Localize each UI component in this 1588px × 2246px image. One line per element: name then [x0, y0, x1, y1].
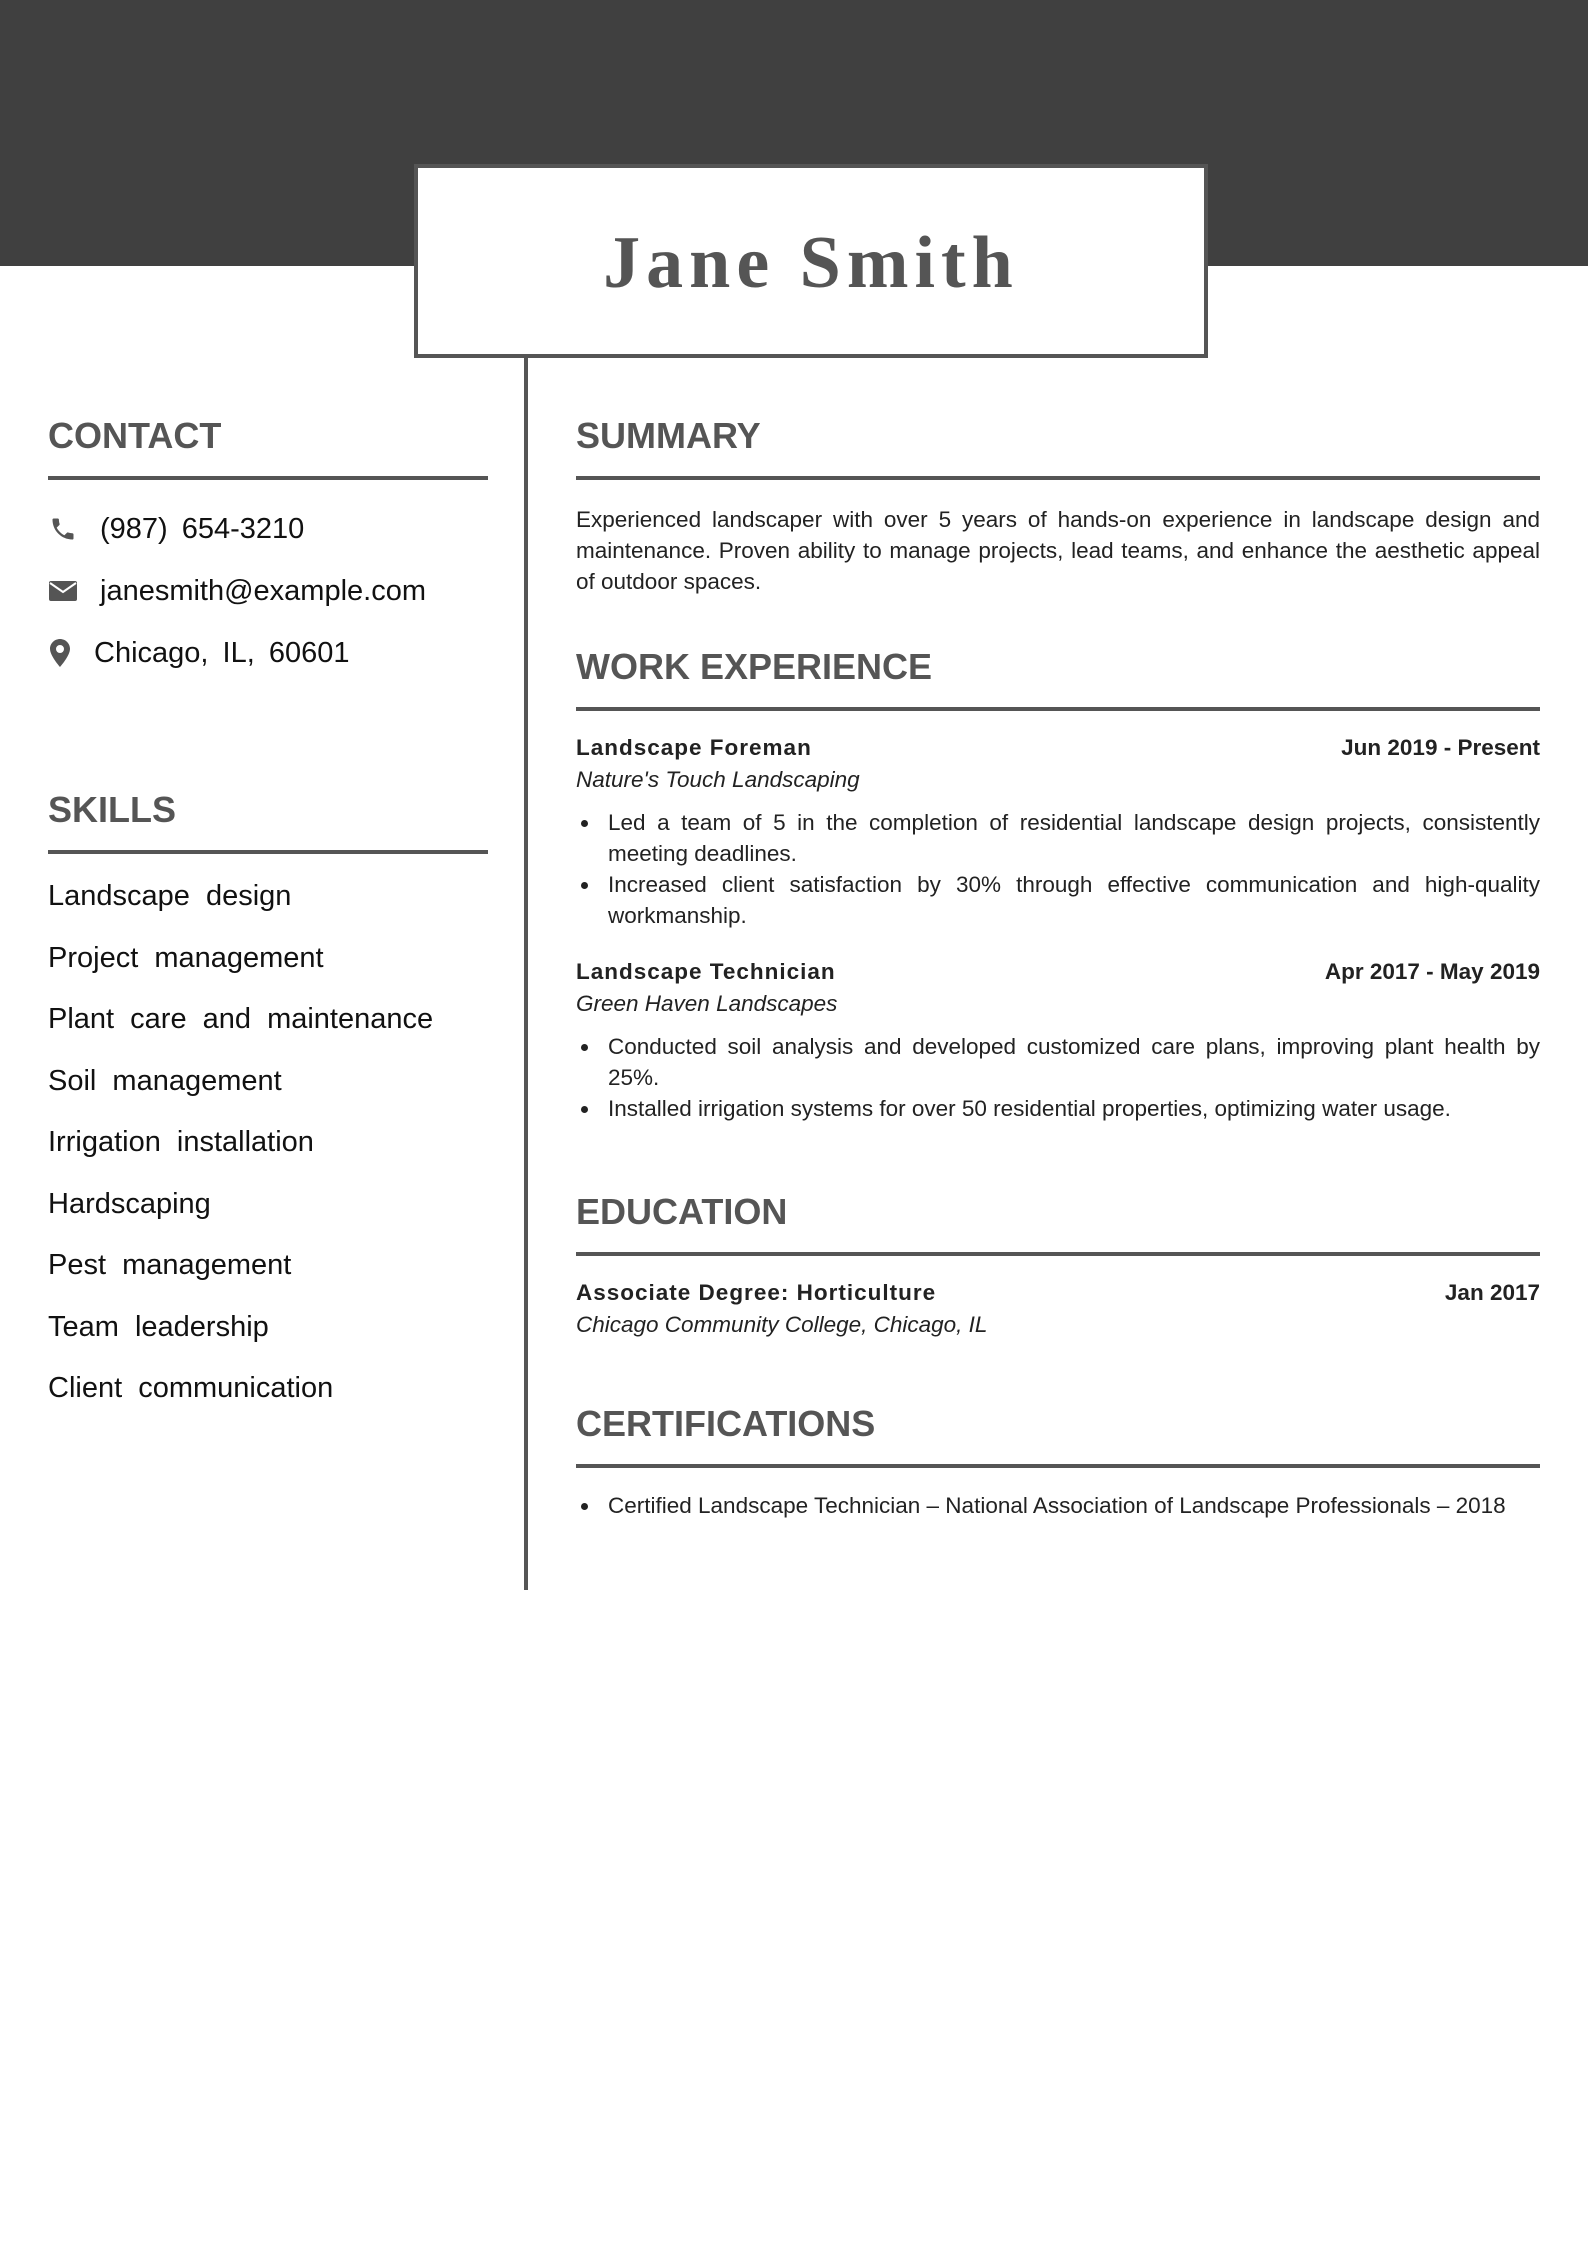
degree-date: Jan 2017: [1444, 1280, 1540, 1305]
job-header: [576, 959, 1540, 985]
email-text: janesmith@example.com: [100, 574, 427, 607]
skill-item: Client communication: [48, 1372, 334, 1404]
map-pin-icon: [48, 638, 72, 668]
education-header: [576, 1280, 1540, 1306]
skill-item: Landscape design: [48, 880, 292, 912]
name-box: [414, 164, 1208, 358]
skill-item: Pest management: [48, 1249, 292, 1281]
education-section: [576, 1186, 1540, 1338]
left-column: [48, 410, 488, 1426]
certifications-heading: CERTIFICATIONS: [576, 1403, 876, 1444]
skill-item: Hardscaping: [48, 1187, 211, 1220]
contact-location: [48, 622, 488, 684]
contact-list: [48, 498, 488, 684]
work-heading: WORK EXPERIENCE: [576, 646, 933, 687]
job-company: Green Haven Landscapes: [576, 991, 838, 1016]
work-section: [576, 641, 1540, 1124]
degree-title: Associate Degree: Horticulture: [576, 1280, 937, 1305]
skills-section: [48, 784, 488, 1426]
job-bullet: Conducted soil analysis and developed customized care plans, improving plant health by 25%.: [576, 1031, 1540, 1093]
job-bullets: [576, 1031, 1540, 1124]
skill-item: Project management: [48, 941, 324, 974]
candidate-name: Jane Smith: [603, 221, 1019, 304]
contact-email: [48, 560, 488, 622]
envelope-icon: [48, 576, 78, 606]
contact-section: [48, 410, 488, 684]
job-title: Landscape Technician: [576, 959, 836, 984]
skill-list: [48, 872, 488, 1426]
school-name: Chicago Community College, Chicago, IL: [576, 1312, 988, 1337]
skill-item: Soil management: [48, 1064, 282, 1097]
work-rule: [576, 707, 1540, 711]
job-entry: [576, 959, 1540, 1124]
location-text: Chicago, IL, 60601: [94, 636, 350, 669]
summary-section: [576, 410, 1540, 597]
contact-heading: CONTACT: [48, 415, 222, 456]
education-rule: [576, 1252, 1540, 1256]
job-bullets: [576, 807, 1540, 931]
certification-list: [576, 1490, 1540, 1521]
skills-heading: SKILLS: [48, 789, 177, 830]
skills-rule: [48, 850, 488, 854]
column-divider: [524, 358, 528, 1590]
contact-phone: [48, 498, 488, 560]
summary-heading: SUMMARY: [576, 415, 761, 456]
certifications-section: [576, 1398, 1540, 1521]
skill-item: Irrigation installation: [48, 1126, 314, 1158]
job-dates: Apr 2017 - May 2019: [1324, 959, 1540, 984]
job-bullet: Installed irrigation systems for over 50 residential properties, optimizing water usage.: [576, 1093, 1540, 1124]
job-title: Landscape Foreman: [576, 735, 812, 760]
summary-rule: [576, 476, 1540, 480]
job-bullet: Increased client satisfaction by 30% through effective communication and high-quality workmanship.: [576, 869, 1540, 931]
job-header: [576, 735, 1540, 761]
right-column: [576, 410, 1540, 1521]
contact-rule: [48, 476, 488, 480]
phone-icon: [48, 514, 78, 544]
job-entry: [576, 735, 1540, 931]
job-company: Nature's Touch Landscaping: [576, 767, 860, 792]
phone-text: (987) 654-3210: [100, 512, 305, 545]
certification-item: Certified Landscape Technician – National Association of Landscape Professionals – 2018: [576, 1490, 1540, 1521]
skill-item: Team leadership: [48, 1310, 269, 1343]
summary-text: Experienced landscaper with over 5 years of hands-on experience in landscape design and maintenance. Proven ability to manage projects, lead teams, and enhance the aesthetic appeal of outdoor spaces.: [576, 507, 1540, 594]
job-bullet: Led a team of 5 in the completion of residential landscape design projects, consistently meeting deadlines.: [576, 807, 1540, 869]
education-entry: [576, 1280, 1540, 1338]
skill-item: Plant care and maintenance: [48, 1003, 434, 1035]
certifications-rule: [576, 1464, 1540, 1468]
education-heading: EDUCATION: [576, 1191, 788, 1232]
job-dates: Jun 2019 - Present: [1341, 735, 1540, 760]
